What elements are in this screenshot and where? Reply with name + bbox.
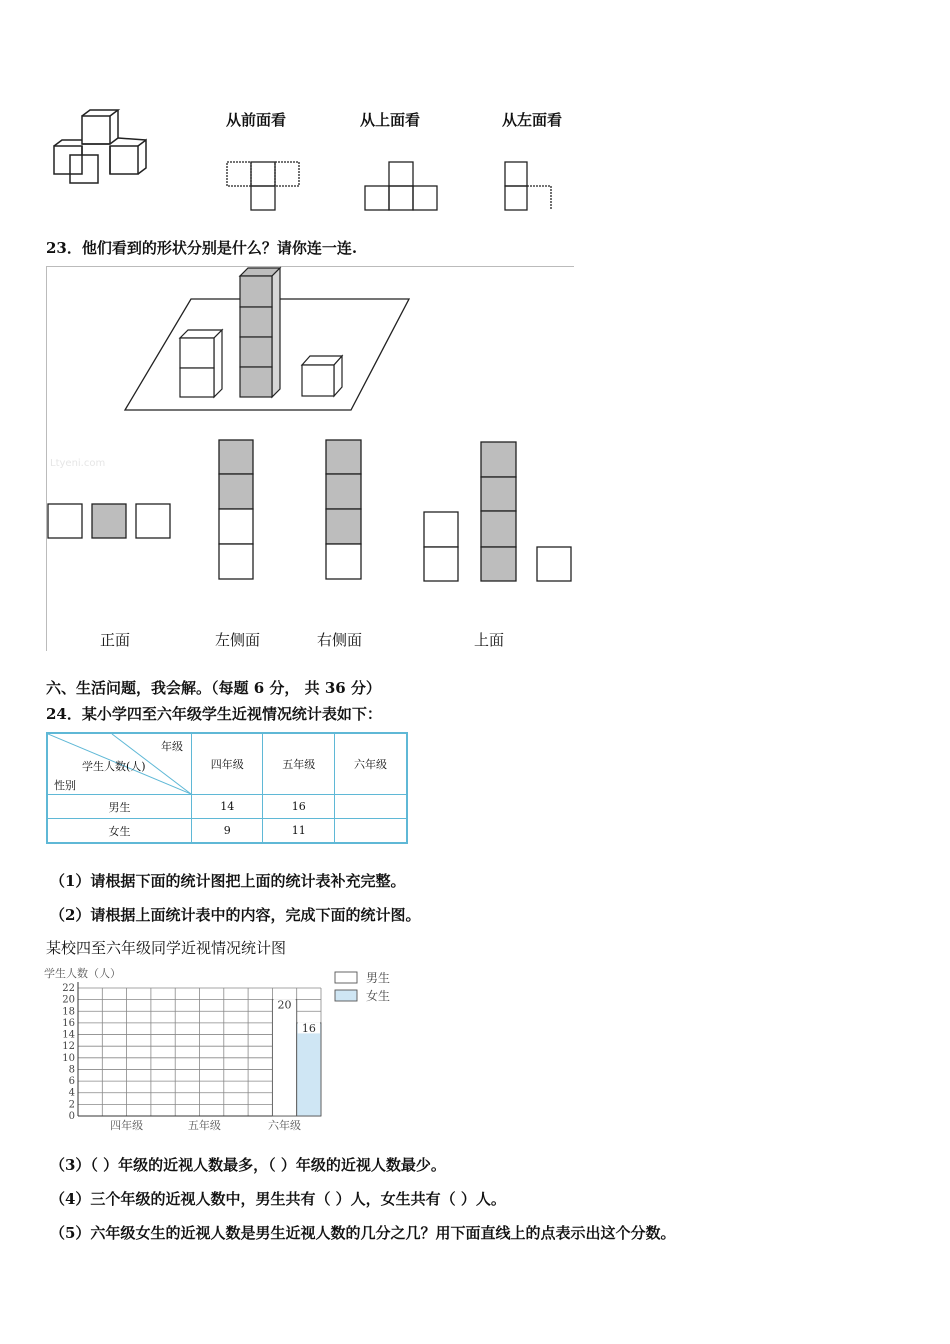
sub-question-4: （4）三个年级的近视人数中，男生共有（ ）人，女生共有（ ）人。 (50, 1190, 506, 1208)
row-label: 女生 (47, 819, 192, 844)
x-tick-label: 五年级 (187, 1119, 221, 1132)
label-top: 上面 (474, 631, 505, 649)
left-side-view-option (219, 440, 253, 579)
front-view-option (48, 504, 170, 538)
single-cube (302, 356, 342, 396)
y-tick-label: 14 (62, 1029, 75, 1041)
column-header: 五年级 (263, 733, 334, 795)
statistics-table (46, 732, 408, 844)
stack-four-cubes (240, 268, 280, 397)
legend-label: 女生 (366, 989, 391, 1003)
left-view-label: 从左面看 (502, 111, 563, 129)
section-6-title: 六、生活问题，我会解。（每题 6 分， 共 36 分） (46, 679, 381, 697)
y-tick-label: 22 (62, 983, 75, 994)
label-front: 正面 (100, 631, 131, 649)
y-tick-label: 0 (68, 1111, 75, 1122)
question-24: 24．某小学四至六年级学生近视情况统计表如下： (46, 705, 382, 723)
cube-stack-drawing (54, 110, 146, 183)
data-label: 20 (277, 998, 292, 1012)
y-tick-label: 10 (62, 1052, 75, 1064)
sub-question-5: （5）六年级女生的近视人数是男生近视人数的几分之几？用下面直线上的点表示出这个分数。 (50, 1224, 676, 1242)
legend-swatch (335, 972, 357, 983)
right-side-view-option (326, 440, 361, 579)
y-tick-label: 20 (62, 994, 75, 1006)
y-tick-label: 4 (68, 1087, 75, 1099)
y-tick-label: 2 (68, 1099, 75, 1111)
q23-figure (46, 266, 573, 650)
table-row (47, 819, 407, 844)
label-right-side: 右侧面 (317, 631, 363, 649)
y-tick-label: 18 (62, 1006, 75, 1018)
top-view-option (424, 442, 571, 581)
table-cell: 11 (263, 819, 334, 844)
y-tick-label: 16 (62, 1017, 75, 1029)
front-view-drawing (227, 162, 299, 210)
x-tick-label: 四年级 (110, 1119, 144, 1132)
table-cell: 16 (263, 795, 334, 819)
column-header: 六年级 (334, 733, 407, 795)
table-corner-cell (47, 733, 192, 795)
bar-girls (297, 1023, 321, 1116)
corner-grade: 年级 (161, 740, 183, 753)
sub-question-2: （2）请根据上面统计表中的内容，完成下面的统计图。 (50, 906, 421, 924)
bar-boys (272, 1000, 296, 1116)
top-view-label: 从上面看 (360, 111, 421, 129)
table-cell: 9 (192, 819, 263, 844)
chart-title: 某校四至六年级同学近视情况统计图 (46, 939, 287, 957)
legend-label: 男生 (366, 971, 391, 985)
sub-question-1: （1）请根据下面的统计图把上面的统计表补充完整。 (50, 872, 406, 890)
front-view-label: 从前面看 (226, 111, 287, 129)
top-view-drawing (365, 162, 437, 210)
table-cell: 14 (192, 795, 263, 819)
stack-two-cubes (180, 330, 222, 397)
top-views-figure (40, 100, 580, 220)
table-cell-blank[interactable] (334, 819, 407, 844)
column-header: 四年级 (192, 733, 263, 795)
sub-question-3: （3）（ ）年级的近视人数最多，（ ）年级的近视人数最少。 (50, 1156, 446, 1174)
label-left-side: 左侧面 (215, 631, 261, 649)
table-row (47, 795, 407, 819)
table-cell-blank[interactable] (334, 795, 407, 819)
y-tick-label: 12 (62, 1041, 75, 1053)
question-23: 23．他们看到的形状分别是什么？请你连一连. (46, 239, 358, 257)
legend-swatch (335, 990, 357, 1001)
bar-chart (40, 962, 410, 1137)
corner-gender: 性别 (54, 779, 76, 792)
corner-count: 学生人数(人) (82, 760, 146, 773)
y-axis-label: 学生人数（人） (44, 967, 121, 980)
left-view-drawing (505, 162, 551, 210)
data-label: 16 (301, 1021, 316, 1035)
row-label: 男生 (47, 795, 192, 819)
y-tick-label: 6 (68, 1076, 75, 1088)
x-tick-label: 六年级 (268, 1119, 302, 1132)
watermark: Ltyeni.com (50, 458, 106, 469)
y-tick-label: 8 (68, 1064, 75, 1076)
